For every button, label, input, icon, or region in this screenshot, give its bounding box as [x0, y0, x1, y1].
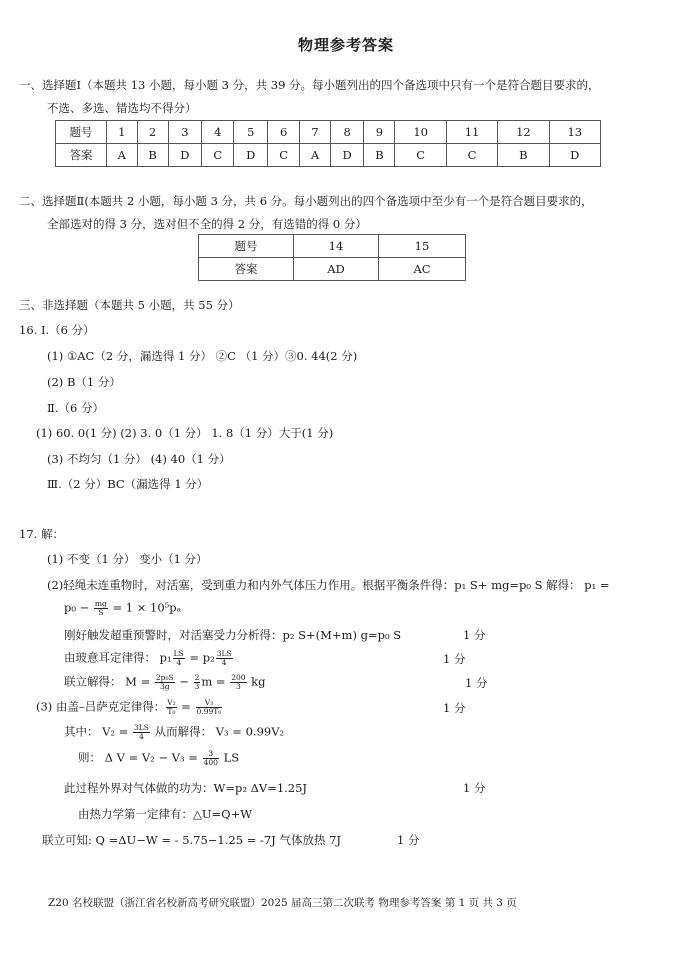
section1-heading-line1: 一、选择题Ⅰ（本题共 13 小题，每小题 3 分，共 39 分。每小题列出的四个备选项中只有一个是符合题目要求的，: [19, 78, 600, 92]
fraction-denominator: 4: [176, 658, 182, 667]
table-cell: D: [549, 144, 600, 167]
q17-equation-line: [64, 674, 266, 691]
table-cell: D: [168, 144, 202, 167]
table-cell: B: [137, 144, 168, 167]
q17-line: 刚好触发超重预警时，对活塞受力分析得：p₂ S+(M+m) g=p₀ S: [64, 628, 402, 642]
equation-part: (3) 由盖–吕萨克定律得：: [36, 699, 166, 714]
table-cell: 题号: [56, 121, 107, 144]
score: 1 分: [397, 833, 420, 847]
fraction: [133, 724, 150, 741]
equation-part: 则： Δ V = V₂ − V₃ =: [78, 750, 202, 765]
section2-heading-line2: 全部选对的得 3 分，选对但不全的得 2 分，有选错的得 0 分）: [47, 217, 367, 231]
table-cell: B: [498, 144, 549, 167]
table-cell: A: [107, 144, 138, 167]
fraction-denominator: 4: [221, 658, 227, 667]
fraction-numerator: 3: [203, 750, 219, 759]
equation-part: 其中： V₂ =: [64, 724, 133, 739]
fraction-denominator: S: [98, 608, 104, 617]
q17-equation-line: [64, 724, 284, 741]
fraction-denominator: 4: [139, 732, 144, 741]
fraction: [155, 674, 175, 691]
fraction-numerator: 2: [194, 673, 200, 682]
section2-answer-table: [198, 234, 466, 281]
table-cell: C: [202, 144, 234, 167]
table-cell: 7: [300, 121, 331, 144]
table-cell: 9: [364, 121, 395, 144]
table-cell: 15: [379, 235, 466, 258]
q17-line: 此过程外界对气体做的功为：W=p₂ ΔV=1.25J: [64, 781, 308, 795]
table-cell: 3: [168, 121, 202, 144]
fraction: [196, 699, 223, 716]
q17-equation-line: [64, 650, 234, 667]
equation-part: p₀ −: [64, 600, 93, 615]
q17-equation-line: [64, 600, 181, 617]
table-cell: D: [234, 144, 268, 167]
fraction: [216, 650, 233, 667]
table-cell: 1: [107, 121, 138, 144]
fraction-numerator: V₃: [196, 699, 223, 708]
fraction-denominator: 3: [194, 682, 200, 691]
q16-line: (1) 60. 0(1 分) (2) 3. 0（1 分） 1. 8（1 分）大于(1 分): [36, 426, 334, 440]
q16-line: (3) 不均匀（1 分） (4) 40（1 分）: [47, 452, 231, 466]
fraction: [230, 674, 246, 691]
fraction-denominator: 3g: [159, 682, 170, 691]
table-cell: C: [395, 144, 446, 167]
fraction-denominator: 0.99T₀: [196, 707, 222, 716]
table-cell: AD: [294, 258, 379, 281]
table-cell: C: [446, 144, 497, 167]
table-cell: 答案: [56, 144, 107, 167]
table-cell: 10: [395, 121, 446, 144]
fraction: [194, 674, 201, 691]
score: 1 分: [443, 652, 466, 666]
fraction-numerator: 2p₀S: [155, 673, 174, 682]
fraction-denominator: 400: [203, 758, 218, 767]
table-cell: 答案: [199, 258, 294, 281]
table-cell: 5: [234, 121, 268, 144]
equation-part: 联立解得： M =: [64, 674, 154, 689]
table-row-answers: [56, 144, 601, 167]
table-cell: 4: [202, 121, 234, 144]
page-title: 物理参考答案: [297, 36, 394, 54]
equation-part: = 1 × 10⁵pₐ: [108, 600, 182, 615]
fraction-denominator: T₀: [167, 707, 176, 716]
fraction: [94, 600, 108, 617]
section1-answer-table: [55, 120, 601, 167]
table-row-questions: [199, 235, 466, 258]
q17-equation-line: [78, 750, 239, 767]
score: 1 分: [465, 676, 488, 690]
fraction-numerator: 3LS: [134, 723, 149, 732]
fraction-numerator: LS: [173, 649, 184, 658]
q16-heading: 16. Ⅰ.（6 分）: [19, 323, 95, 337]
fraction-numerator: 200: [231, 673, 246, 682]
score: 1 分: [443, 701, 466, 715]
fraction-numerator: V₂: [167, 698, 176, 707]
q16-line: Ⅲ.（2 分）BC（漏选得 1 分）: [47, 477, 209, 491]
fraction-numerator: 3LS: [216, 649, 232, 658]
equation-part: 由玻意耳定律得： p₁: [64, 650, 172, 665]
section2-heading-line1: 二、选择题Ⅱ(本题共 2 小题，每小题 3 分，共 6 分。每小题列出的四个备选项中至少有一个是符合题目要求的，: [19, 194, 593, 208]
fraction: [166, 699, 176, 716]
table-cell: AC: [379, 258, 466, 281]
table-cell: 2: [137, 121, 168, 144]
equation-part: =: [177, 699, 195, 714]
page-footer: Z20 名校联盟（浙江省名校新高考研究联盟）2025 届高三第二次联考 物理参考答案 第 1 页 共 3 页: [48, 897, 517, 909]
table-row-answers: [199, 258, 466, 281]
table-cell: B: [364, 144, 395, 167]
q17-equation-line: [36, 699, 223, 716]
q17-line: (2)轻绳未连重物时，对活塞，受到重力和内外气体压力作用。根据平衡条件得：p₁ S+ mg=p₀ S 解得： p₁ =: [47, 578, 610, 592]
score: 1 分: [463, 628, 486, 642]
table-cell: 12: [498, 121, 549, 144]
fraction: [173, 650, 185, 667]
equation-part: 从而解得： V₃ = 0.99V₂: [150, 724, 285, 739]
table-row-questions: [56, 121, 601, 144]
score: 1 分: [463, 781, 486, 795]
q17-line: (1) 不变（1 分） 变小（1 分）: [47, 552, 208, 566]
table-cell: 题号: [199, 235, 294, 258]
equation-part: kg: [247, 674, 266, 689]
table-cell: C: [268, 144, 300, 167]
equation-part: = p₂: [185, 650, 215, 665]
table-cell: 11: [446, 121, 497, 144]
equation-part: LS: [219, 750, 240, 765]
fraction-numerator: mg: [94, 599, 107, 608]
q17-heading: 17. 解：: [19, 527, 64, 541]
q16-line: Ⅱ.（6 分）: [47, 401, 104, 415]
q16-line: (2) B（1 分）: [47, 375, 121, 389]
table-cell: 6: [268, 121, 300, 144]
fraction: [203, 750, 219, 767]
fraction-denominator: 3: [235, 682, 241, 691]
q17-line: 由热力学第一定律有：△U=Q+W: [78, 807, 253, 821]
equation-part: −: [175, 674, 193, 689]
q17-line: 联立可知: Q =ΔU−W = - 5.75−1.25 = -7J 气体放热 7J: [42, 833, 342, 847]
table-cell: A: [300, 144, 331, 167]
table-cell: 13: [549, 121, 600, 144]
q16-line: (1) ①AC（2 分，漏选得 1 分） ②C （1 分）③0. 44(2 分): [47, 349, 358, 363]
table-cell: 14: [294, 235, 379, 258]
section1-heading-line2: 不选、多选、错选均不得分）: [47, 101, 197, 115]
equation-part: m =: [201, 674, 230, 689]
table-cell: 8: [330, 121, 364, 144]
section3-heading: 三、非选择题（本题共 5 小题，共 55 分）: [19, 298, 240, 312]
table-cell: D: [330, 144, 364, 167]
